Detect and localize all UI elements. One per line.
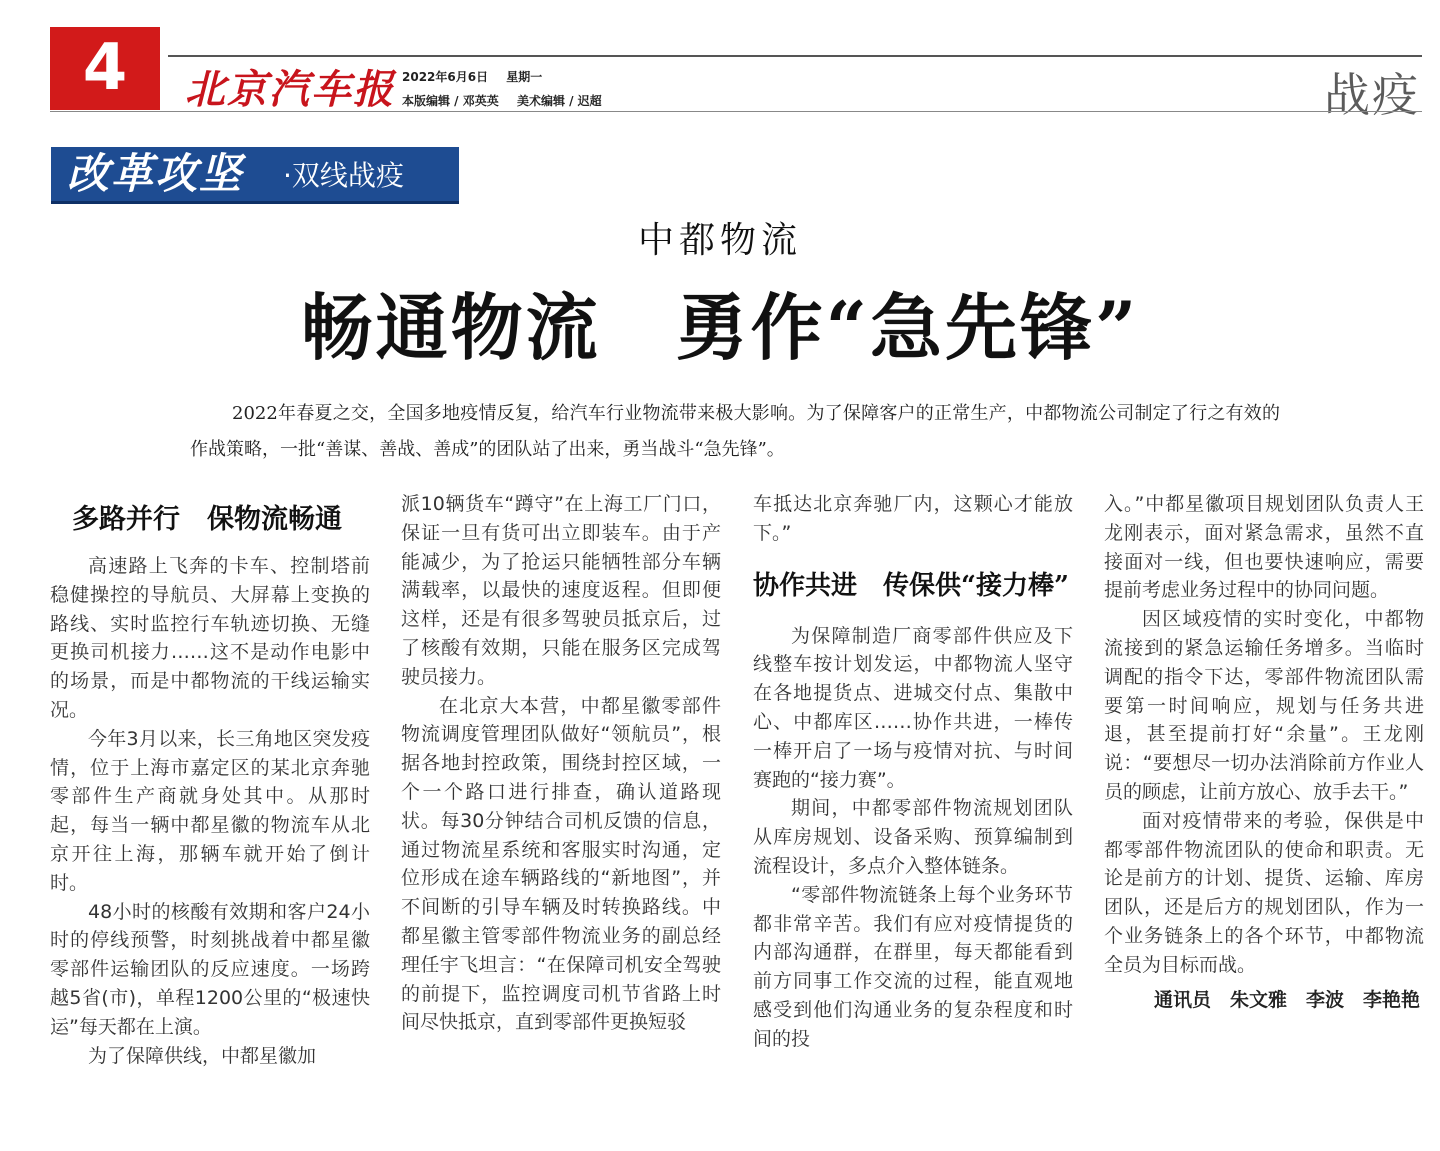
page-number: 4 [50,27,160,110]
paragraph: 今年3月以来，长三角地区突发疫情，位于上海市嘉定区的某北京奔驰零部件生产商就身处其中。从那时起，每当一辆中都星徽的物流车从北京开往上海，那辆车就开始了倒计时。 [50,727,370,894]
column-banner [51,147,459,204]
paragraph: 面对疫情带来的考验，保供是中都零部件物流团队的使命和职责。无论是前方的计划、提货、运输、库房团队，还是后方的规划团队，作为一个业务链条上的各个环节，中都物流全员为目标而战。 [1104,809,1424,976]
issue-date: 2022年6月6日 [402,70,489,84]
paragraph: 派10辆货车“蹲守”在上海工厂门口，保证一旦有货可出立即装车。由于产能减少，为了抢运只能牺牲部分车辆满载率，以最快的速度返程。但即便这样，还是有很多驾驶员抵京后，过了核酸有效期，只能在服务区完成驾驶员接力。 [401,493,721,688]
paragraph: 为保障制造厂商零部件供应及下线整车按计划发运，中都物流人坚守在各地提货点、进城交付点、集散中心、中都库区……协作共进，一棒传一棒开启了一场与疫情对抗、与时间赛跑的“接力赛”。 [753,624,1073,791]
section-label: 战疫 [1324,68,1420,122]
article-kicker: 中都物流 [637,220,802,261]
art-editor: 美术编辑 / 迟超 [516,94,602,108]
subhead-2: 协作共进 传保供“接力棒” [753,570,1069,601]
editor-line [402,92,616,109]
article-column-2 [401,490,721,1037]
article-column-3 [753,490,1073,1054]
banner-main-text: 改革攻坚 [67,149,244,198]
banner-sub-text: ·双线战疫 [283,159,404,192]
paragraph: 期间，中都零部件物流规划团队从库房规划、设备采购、预算编制到流程设计，多点介入整体链条。 [753,797,1073,877]
subhead-1: 多路并行 保物流畅通 [72,504,342,535]
paragraph: 48小时的核酸有效期和客户24小时的停线预警，时刻挑战着中都星徽零部件运输团队的反应速度。一场跨越5省(市)，单程1200公里的“极速快运”每天都在上演。 [50,900,370,1038]
article-column-1 [50,490,370,1070]
paragraph: “零部件物流链条上每个业务环节都非常辛苦。我们有应对疫情提货的内部沟通群，在群里，每天都能看到前方同事工作交流的过程，能直观地感受到他们沟通业务的复杂程度和时间的投 [753,883,1073,1050]
article-lead: 2022年春夏之交，全国多地疫情反复，给汽车行业物流带来极大影响。为了保障客户的正常生产，中都物流公司制定了行之有效的作战策略，一批“善谋、善战、善成”的团队站了出来，勇当战斗“急先锋”。 [190,403,1280,460]
article-headline: 畅通物流 勇作“急先锋” [300,285,1140,370]
issue-weekday: 星期一 [506,70,543,84]
header-rule-bottom [50,111,1422,112]
paragraph: 因区域疫情的实时变化，中都物流接到的紧急运输任务增多。当临时调配的指令下达，零部件物流团队需要第一时间响应，规划与任务共进退，甚至提前打好“余量”。王龙刚说：“要想尽一切办法消除前方作业人员的顾虑，让前方放心、放手去干。” [1104,608,1424,803]
paragraph: 入。”中都星徽项目规划团队负责人王龙刚表示，面对紧急需求，虽然不直接面对一线，但也要快速响应，需要提前考虑业务过程中的协同问题。 [1104,493,1424,602]
paragraph: 为了保障供线，中都星徽加 [88,1044,317,1067]
header-rule-top [168,55,1422,57]
article-column-4 [1104,490,1424,1014]
issue-date-line [402,68,556,85]
paragraph: 高速路上飞奔的卡车、控制塔前稳健操控的导航员、大屏幕上变换的路线、实时监控行车轨迹切换、无缝更换司机接力……这不是动作电影中的场景，而是中都物流的干线运输实况。 [50,555,370,721]
paragraph: 车抵达北京奔驰厂内，这颗心才能放下。” [753,493,1073,544]
paragraph: 在北京大本营，中都星徽零部件物流调度管理团队做好“领航员”，根据各地封控政策，围绕封控区域，一个一个路口进行排查，确认道路现状。每30分钟结合司机反馈的信息，通过物流星系统和客服实时沟通，定位形成在途车辆路线的“新地图”，并不间断的引导车辆及时转换路线。中都星徽主管零部件物流业务的副总经理任宇飞坦言：“在保障司机安全驾驶的前提下，监控调度司机节省路上时间尽快抵京，直到零部件更换短驳 [401,694,721,1034]
masthead-logo: 北京汽车报 [185,66,395,113]
page-editor: 本版编辑 / 邓英英 [402,94,499,108]
byline-credit: 通讯员 朱文雅 李波 李艳艳 [1153,988,1420,1011]
